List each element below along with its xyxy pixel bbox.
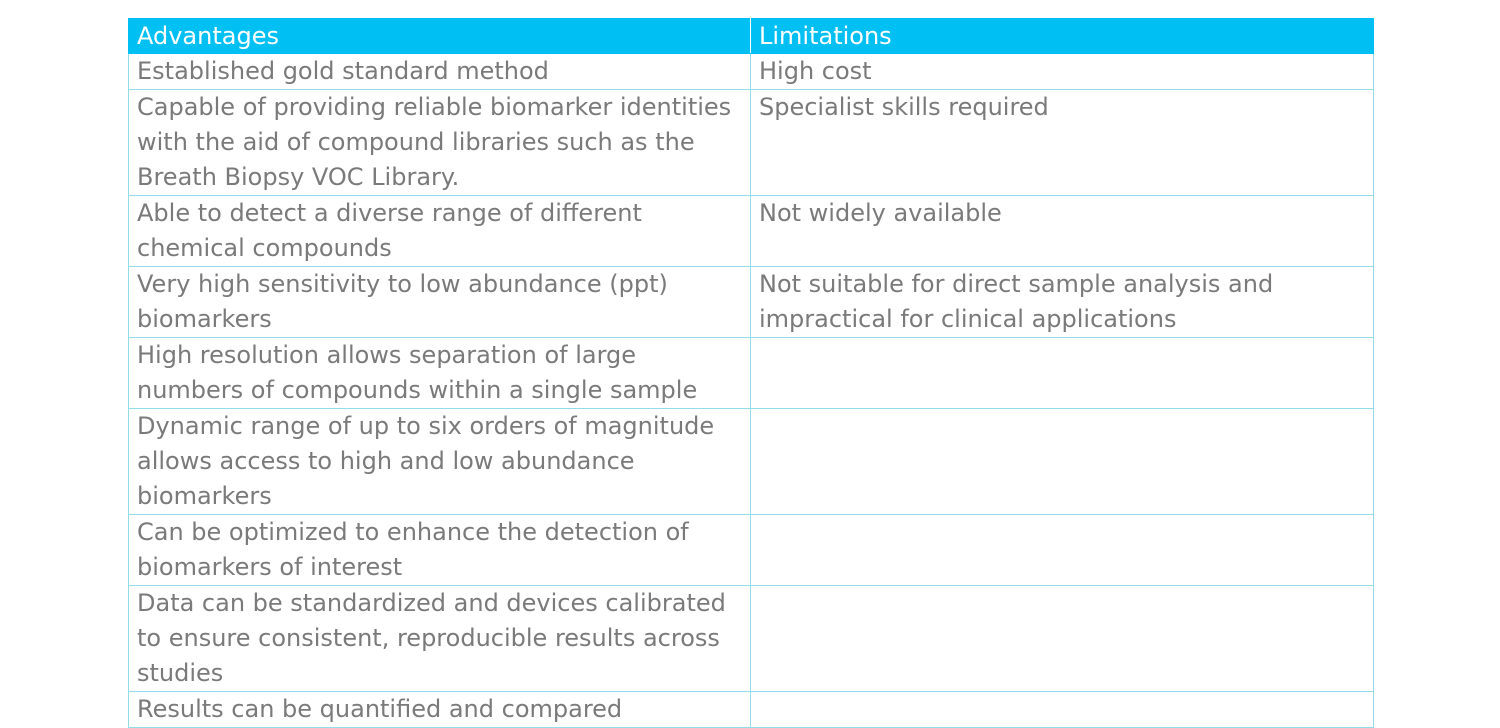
advantages-limitations-table [128,18,1374,728]
limitation-cell [751,692,1374,728]
header-advantages: Advantages [129,19,751,54]
advantage-cell: Capable of providing reliable biomarker identities with the aid of compound libraries such as the Breath Biopsy VOC Library. [129,90,751,196]
advantage-cell: Data can be standardized and devices calibrated to ensure consistent, reproducible results across studies [129,586,751,692]
table-row [129,692,1374,728]
header-limitations: Limitations [751,19,1374,54]
advantage-cell: Can be optimized to enhance the detection of biomarkers of interest [129,515,751,586]
table-row [129,90,1374,196]
table-row [129,196,1374,267]
table-row [129,409,1374,515]
limitation-cell [751,515,1374,586]
table-row [129,586,1374,692]
table-row [129,515,1374,586]
limitation-cell: Not suitable for direct sample analysis and impractical for clinical applications [751,267,1374,338]
advantage-cell: Results can be quantified and compared [129,692,751,728]
limitation-cell: High cost [751,54,1374,90]
table-header-row [129,19,1374,54]
limitation-cell [751,409,1374,515]
table-row [129,54,1374,90]
limitation-cell [751,338,1374,409]
limitation-cell [751,586,1374,692]
advantage-cell: Able to detect a diverse range of different chemical compounds [129,196,751,267]
limitation-cell: Not widely available [751,196,1374,267]
limitation-cell: Specialist skills required [751,90,1374,196]
table-row [129,267,1374,338]
advantage-cell: Established gold standard method [129,54,751,90]
table-row [129,338,1374,409]
advantage-cell: High resolution allows separation of large numbers of compounds within a single sample [129,338,751,409]
advantage-cell: Very high sensitivity to low abundance (ppt) biomarkers [129,267,751,338]
advantage-cell: Dynamic range of up to six orders of magnitude allows access to high and low abundance biomarkers [129,409,751,515]
